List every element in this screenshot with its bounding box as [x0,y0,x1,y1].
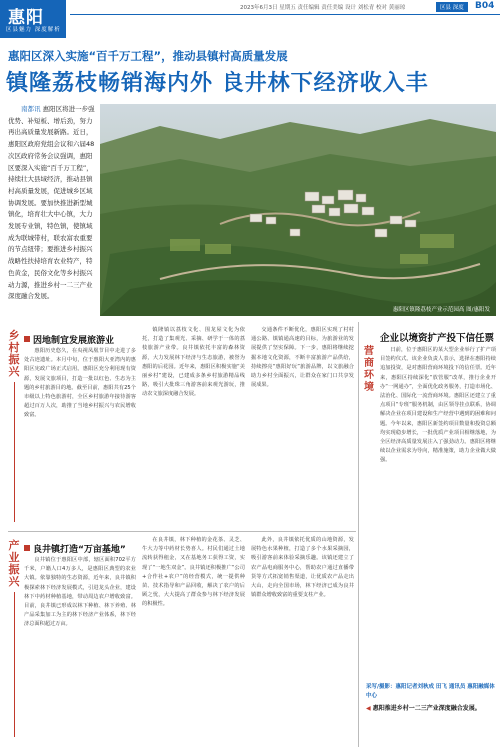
body-column: 惠阳历史悠久，在央视凤凰节目中走进了多处古迹遗址。本月中旬，位于惠阳大亚湾内的惠阳区宪政广场正式启用。惠阳区充分利用现有资源，发展文旅项目，打造一批以红色、生态为主题的乡村旅游目的地。截至目前，惠阳共有25个市级以上特色旅游村，全区乡村旅游年接待游客超过百万人次，助推了当地乡村振兴与农民增收致富。 [24,348,136,419]
masthead-logo [0,0,66,38]
body-column: 良井镇位于惠阳区中部，辖区面积702平方千米，户籍人口4万多人，是惠阳区典型的农业大镇。依靠独特的生态资源，近年来，良井镇积极探索林下经济发展模式，引进龙头企业，建设林下中药材种植基地，带动周边农户增收致富。目前，良井镇已形成以林下种植、林下养殖、林产品采集加工为主的林下经济产业体系，林下经济总面积超过万亩。 [24,557,136,628]
body-column: 在良井镇，林下种植的金花茶、灵芝、牛大力等中药材长势喜人。村民们通过土地流转获得租金，又在基地务工获得工资，实现了“一地生双金”。良井镇还积极推广“公司+合作社+农户”的经营模式，统一提供种苗、技术指导和产品回收，解决了农户的后顾之忧，大大提高了群众参与林下经济发展的积极性。 [142,537,245,608]
section-tag-industry: 产业振兴 [8,539,20,588]
body-column: 日前，位于惠阳区的某大型企业举行了扩产项目签约仪式。该企业负责人表示，选择在惠阳持续追加投资，是对惠阳营商环境投下的信任票。近年来，惠阳区持续深化“放管服”改革，推行企业开办“一网通办”，全面优化政务服务，打造市场化、法治化、国际化一流营商环境。惠阳区还建立了重点项目“专班”服务机制，由区领导挂点联系，协调解决企业在项目建设和生产经营中遇到的困难和问题。今年以来，惠阳区新签约项目数量和投资总额均实现稳步增长，一批优质产业项目相继落地，为全区经济高质量发展注入了强劲动力。惠阳区将继续以企业需求为导向，精准施策，助力企业做大做强。 [380,347,496,464]
masthead [0,0,500,38]
byline: 采写/摄影：惠阳记者刘秋成 田飞 通讯员 惠阳融媒体中心 [366,684,495,699]
subhead-investment: 企业以境资扩产投下信任票 [380,333,495,344]
lead-paragraph [8,104,95,303]
landscape-photo [100,104,496,316]
photo-caption: 惠阳区镇隆荔枝产业示范园高 图/惠阳发 [392,307,490,313]
section-divider [8,531,356,532]
section-rule-rural [14,382,15,522]
body-column: 镇隆镇以荔枝文化、围龙屋文化为依托，打造了集观光、采摘、研学于一体的荔枝旅游产业带。良井镇依托丰富的森林资源，大力发展林下经济与生态旅游，被誉为惠阳的后花园。近年来，惠阳区积极实施“美丽乡村”建设，已建成多条乡村旅游精品线路，吸引大批珠三角游客前来观光游玩，推动农文旅深度融合发展。 [142,327,245,398]
photo-caption-box [366,704,498,734]
logo-slogan: 区县魅力 深度解析 [6,27,61,33]
lead-photo [100,104,496,316]
logo-title: 惠阳 [8,8,44,28]
issue-info: 2023年6月3日 星期五 责任编辑 责任美编 设计 刘松青 校对 黄丽琼 [240,5,406,11]
section-badge: 区县 深度 [436,2,468,12]
article-kicker: 惠阳区深入实施“百千万工程”，推动县镇村高质量发展 [8,49,288,63]
caption-text [366,704,498,714]
caption-body: 惠阳推进乡村一二三产业深度融合发展。 [372,705,481,712]
subhead-base: 良井镇打造“万亩基地” [24,542,126,555]
subhead-tourism: 因地制宜发展旅游业 [24,333,114,346]
article-headline: 镇隆荔枝畅销海内外 良井林下经济收入丰 [6,71,429,96]
section-tag-rural: 乡村振兴 [8,329,20,378]
page-number: B04 [475,1,495,11]
section-rule-industry [14,592,15,737]
body-column: 交通条件不断优化，惠阳区实现了村村通公路、镇镇通高速的目标，为旅游业的发展提供了坚实保障。下一步，惠阳将继续挖掘本地文化资源，不断丰富旅游产品供给，持续擦亮“惠阳好玩”旅游品牌，以文旅融合助力乡村全面振兴，让群众在家门口共享发展成果。 [251,327,354,389]
lead-brand: 南都讯 [21,105,41,113]
section-tag-business: 营商环境 [364,346,374,393]
body-column: 此外，良井镇依托优质的山地资源，发展特色水果种植，打造了多个水果采摘园，吸引游客前来体验采摘乐趣。该镇还建立了农产品电商服务中心，帮助农户通过直播带货等方式拓宽销售渠道，让优质农产品走出大山，走向全国市场，林下经济已成为良井镇群众增收致富的重要支柱产业。 [251,537,354,599]
column-divider [358,322,359,747]
masthead-rule [70,14,500,15]
triangle-left-icon: ◀ [366,705,371,712]
lead-text: 惠阳区将进一步强优势、补短板、增后劲，努力再出高质量发展新路。近日，惠阳区政府党组会议和六届48次区政府常务会议强调，惠阳区要深入实施“百千万工程”，持续壮大县域经济，推动县镇村高质量发展，促进城乡区域协调发展。要加快推进新型城镇化，培育壮大中心镇，大力发展专业镇，特色镇，使镇域成为联城带村，联农富农重要的节点纽带；要推进乡村振兴战略性扶持培育农业特产，特色黄金，民俗文化等乡村振兴动力源，推进乡村一二三产业深度融合发展。 [8,105,95,301]
